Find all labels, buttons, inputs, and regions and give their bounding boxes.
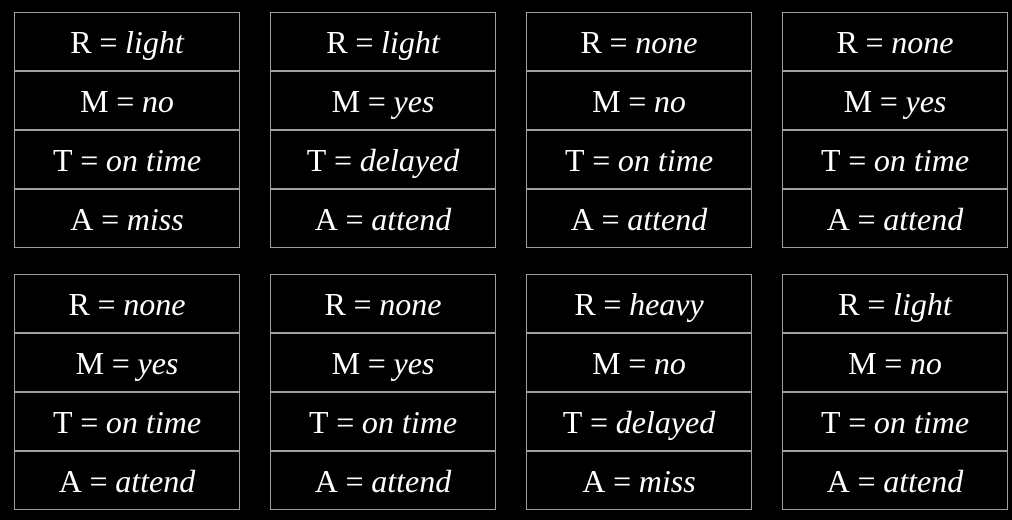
equals-sign: =	[601, 200, 620, 237]
variable-name: M	[592, 344, 621, 381]
equals-sign: =	[116, 82, 135, 119]
variable-name: A	[570, 200, 594, 237]
variable-value: miss	[126, 200, 184, 237]
assignment-row	[270, 71, 496, 130]
assignment-row	[782, 392, 1008, 451]
assignment-row	[270, 392, 496, 451]
variable-value: no	[653, 344, 686, 381]
equals-sign: =	[367, 344, 386, 381]
variable-value: light	[125, 23, 184, 60]
variable-value: heavy	[629, 285, 704, 322]
assignment-row	[270, 333, 496, 392]
assignment-row	[14, 451, 240, 510]
variable-value: on time	[617, 141, 714, 178]
equals-sign: =	[355, 23, 374, 60]
equals-sign: =	[867, 285, 886, 322]
variable-name: T	[820, 403, 841, 440]
equals-sign: =	[609, 23, 628, 60]
equals-sign: =	[590, 403, 609, 440]
variable-value: none	[123, 285, 186, 322]
equals-sign: =	[334, 141, 353, 178]
variable-value: delayed	[615, 403, 716, 440]
equals-sign: =	[111, 344, 130, 381]
sample-card	[782, 12, 1008, 248]
equals-sign: =	[353, 285, 372, 322]
variable-name: R	[838, 285, 860, 322]
equals-sign: =	[848, 403, 867, 440]
variable-name: T	[564, 141, 585, 178]
variable-value: no	[653, 82, 686, 119]
assignment-row	[526, 333, 752, 392]
assignment-row	[526, 130, 752, 189]
assignment-row	[526, 392, 752, 451]
variable-name: M	[331, 344, 361, 381]
variable-value: light	[893, 285, 952, 322]
assignment-row	[526, 189, 752, 248]
variable-name: M	[75, 344, 105, 381]
sample-card	[526, 274, 752, 510]
assignment-row	[14, 189, 240, 248]
assignment-row	[782, 12, 1008, 71]
variable-name: T	[52, 403, 73, 440]
variable-value: no	[141, 82, 174, 119]
variable-name: M	[80, 82, 109, 119]
sample-card	[782, 274, 1008, 510]
variable-name: A	[70, 200, 94, 237]
variable-value: yes	[393, 82, 435, 119]
assignment-row	[526, 71, 752, 130]
variable-name: A	[314, 200, 338, 237]
assignment-row	[782, 189, 1008, 248]
assignment-row	[270, 12, 496, 71]
assignment-row	[782, 274, 1008, 333]
assignment-row	[270, 274, 496, 333]
assignment-row	[14, 333, 240, 392]
variable-value: attend	[883, 200, 964, 237]
equals-sign: =	[101, 200, 120, 237]
variable-value: yes	[137, 344, 179, 381]
variable-value: delayed	[359, 141, 460, 178]
equals-sign: =	[628, 344, 647, 381]
equals-sign: =	[592, 141, 611, 178]
equals-sign: =	[80, 403, 99, 440]
assignment-row	[14, 12, 240, 71]
variable-value: attend	[115, 462, 196, 499]
variable-name: M	[592, 82, 621, 119]
equals-sign: =	[884, 344, 903, 381]
assignment-row	[14, 130, 240, 189]
equals-sign: =	[97, 285, 116, 322]
equals-sign: =	[865, 23, 884, 60]
variable-value: attend	[371, 200, 452, 237]
variable-value: none	[635, 23, 698, 60]
equals-sign: =	[628, 82, 647, 119]
variable-name: R	[326, 23, 348, 60]
variable-value: attend	[627, 200, 708, 237]
equals-sign: =	[879, 82, 898, 119]
variable-value: on time	[105, 403, 202, 440]
equals-sign: =	[857, 462, 876, 499]
sample-card	[14, 274, 240, 510]
variable-value: attend	[883, 462, 964, 499]
variable-name: M	[331, 82, 361, 119]
variable-name: R	[836, 23, 858, 60]
variable-name: T	[308, 403, 329, 440]
variable-value: on time	[361, 403, 458, 440]
variable-name: T	[562, 403, 583, 440]
assignment-row	[14, 392, 240, 451]
assignment-row	[526, 451, 752, 510]
assignment-row	[14, 274, 240, 333]
equals-sign: =	[848, 141, 867, 178]
sample-card	[270, 274, 496, 510]
sample-card	[270, 12, 496, 248]
assignment-row	[270, 189, 496, 248]
variable-name: R	[574, 285, 596, 322]
equals-sign: =	[345, 200, 364, 237]
variable-name: R	[68, 285, 90, 322]
variable-value: on time	[873, 141, 970, 178]
variable-value: light	[381, 23, 440, 60]
equals-sign: =	[99, 23, 118, 60]
variable-name: A	[314, 462, 338, 499]
variable-name: T	[820, 141, 841, 178]
variable-value: no	[909, 344, 942, 381]
variable-value: none	[891, 23, 954, 60]
equals-sign: =	[603, 285, 622, 322]
variable-name: T	[52, 141, 73, 178]
equals-sign: =	[345, 462, 364, 499]
equals-sign: =	[613, 462, 632, 499]
assignment-row	[526, 274, 752, 333]
equals-sign: =	[857, 200, 876, 237]
assignment-row	[782, 451, 1008, 510]
variable-name: R	[324, 285, 346, 322]
equals-sign: =	[336, 403, 355, 440]
variable-name: A	[582, 462, 606, 499]
variable-value: on time	[873, 403, 970, 440]
equals-sign: =	[89, 462, 108, 499]
assignment-row	[270, 451, 496, 510]
assignment-row	[782, 71, 1008, 130]
equals-sign: =	[367, 82, 386, 119]
variable-name: T	[306, 141, 327, 178]
assignment-row	[270, 130, 496, 189]
variable-name: A	[826, 200, 850, 237]
equals-sign: =	[80, 141, 99, 178]
variable-name: A	[58, 462, 82, 499]
variable-value: miss	[638, 462, 696, 499]
variable-value: attend	[371, 462, 452, 499]
sample-card	[14, 12, 240, 248]
variable-name: R	[580, 23, 602, 60]
variable-name: M	[843, 82, 873, 119]
variable-name: M	[848, 344, 877, 381]
variable-value: yes	[905, 82, 947, 119]
assignment-row	[526, 12, 752, 71]
variable-value: yes	[393, 344, 435, 381]
assignment-row	[782, 333, 1008, 392]
variable-value: on time	[105, 141, 202, 178]
sample-card	[526, 12, 752, 248]
assignment-row	[14, 71, 240, 130]
variable-value: none	[379, 285, 442, 322]
variable-name: R	[70, 23, 92, 60]
variable-name: A	[826, 462, 850, 499]
assignment-row	[782, 130, 1008, 189]
